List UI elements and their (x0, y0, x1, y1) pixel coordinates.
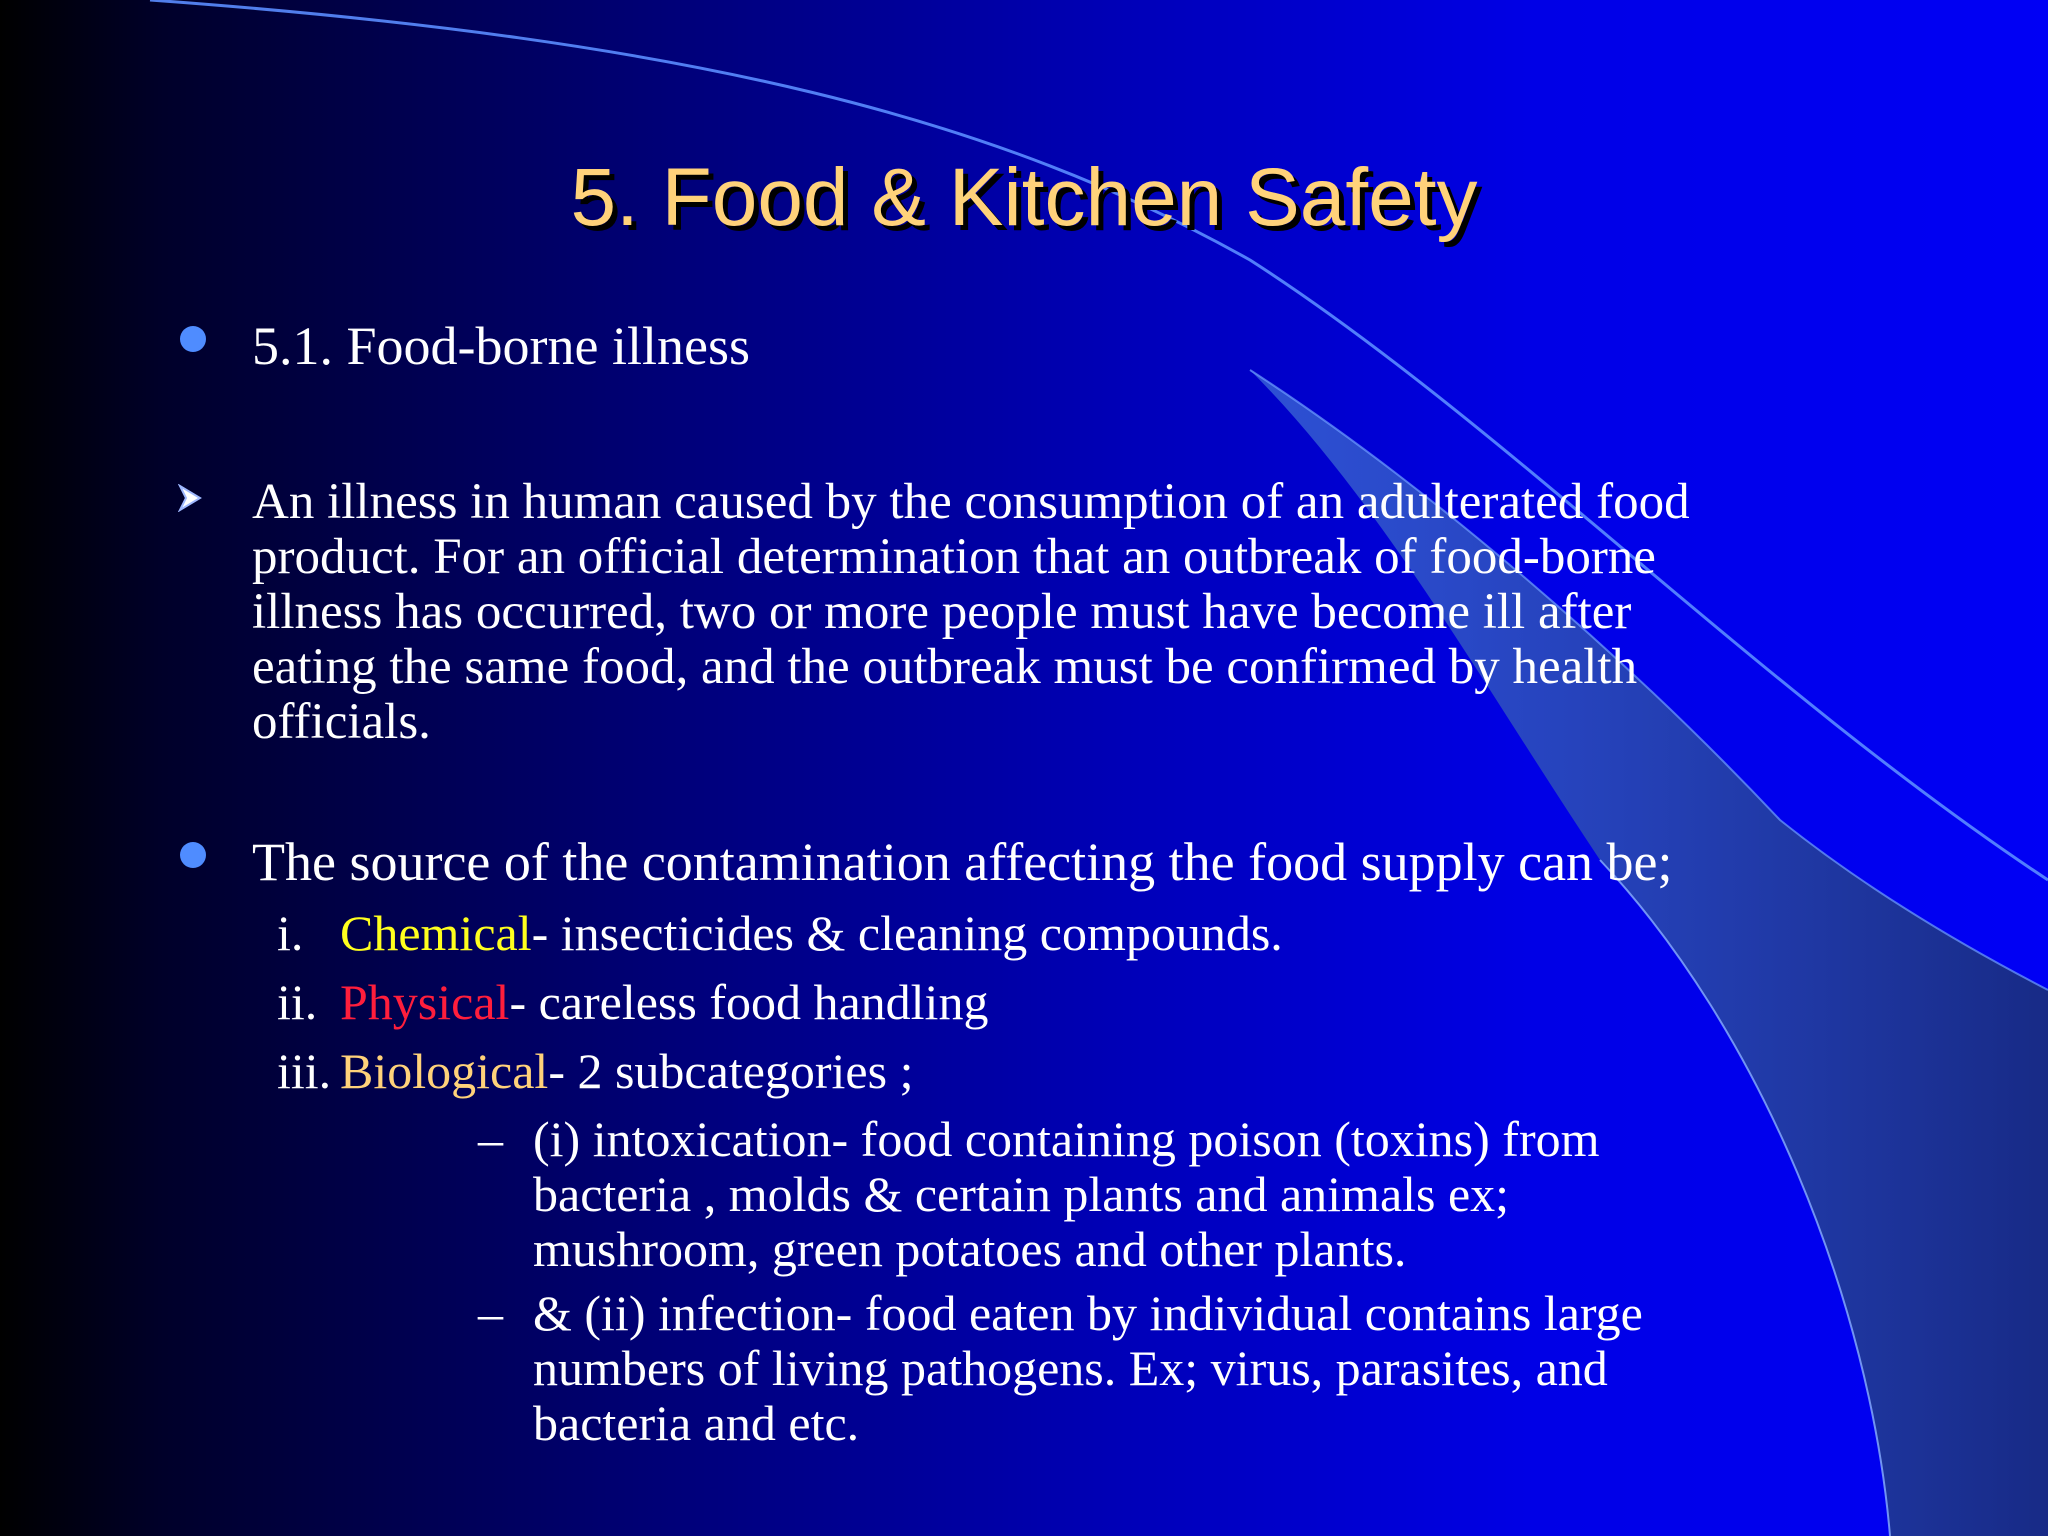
subitem-line: & (ii) infection- food eaten by individual contains large (533, 1285, 1643, 1341)
arrowhead-bullet-icon (178, 484, 202, 512)
bullet-dot-icon (180, 842, 206, 868)
keyword-physical: Physical (340, 974, 510, 1030)
subitem-line: bacteria and etc. (533, 1395, 860, 1451)
source-description: - careless food handling (509, 974, 989, 1030)
bullet-food-borne-illness: 5.1. Food-borne illness (252, 316, 750, 376)
numeral-iii: iii. (277, 1043, 332, 1099)
bullet-contamination-sources: The source of the contamination affecting the food supply can be; (252, 832, 1673, 892)
subitem-line: mushroom, green potatoes and other plants. (533, 1221, 1407, 1277)
keyword-chemical: Chemical (340, 905, 532, 961)
subitem-line: bacteria , molds & certain plants and animals ex; (533, 1166, 1510, 1222)
source-biological (340, 1041, 913, 1101)
definition-line: product. For an official determination that an outbreak of food-borne (252, 529, 1656, 585)
subitem-infection (533, 1286, 1643, 1451)
subitem-intoxication (533, 1112, 1599, 1277)
numeral-ii: ii. (277, 974, 318, 1030)
definition-line: illness has occurred, two or more people must have become ill after (252, 584, 1632, 640)
subitem-line: (i) intoxication- food containing poison (toxins) from (533, 1111, 1600, 1167)
definition-paragraph (252, 475, 1690, 750)
keyword-biological: Biological (340, 1043, 549, 1099)
bullet-dot-icon (180, 326, 206, 352)
source-description: - 2 subcategories ; (548, 1043, 914, 1099)
slide-title: 5. Food & Kitchen Safety (570, 152, 1478, 243)
subitem-line: numbers of living pathogens. Ex; virus, parasites, and (533, 1340, 1608, 1396)
source-description: - insecticides & cleaning compounds. (531, 905, 1283, 961)
source-physical (340, 972, 988, 1032)
numeral-i: i. (277, 905, 304, 961)
dash-bullet: – (478, 1285, 503, 1341)
definition-line: An illness in human caused by the consumption of an adulterated food (252, 474, 1690, 530)
source-chemical (340, 903, 1283, 963)
dash-bullet: – (478, 1111, 503, 1167)
definition-line: eating the same food, and the outbreak must be confirmed by health (252, 639, 1638, 695)
definition-line: officials. (252, 694, 431, 750)
